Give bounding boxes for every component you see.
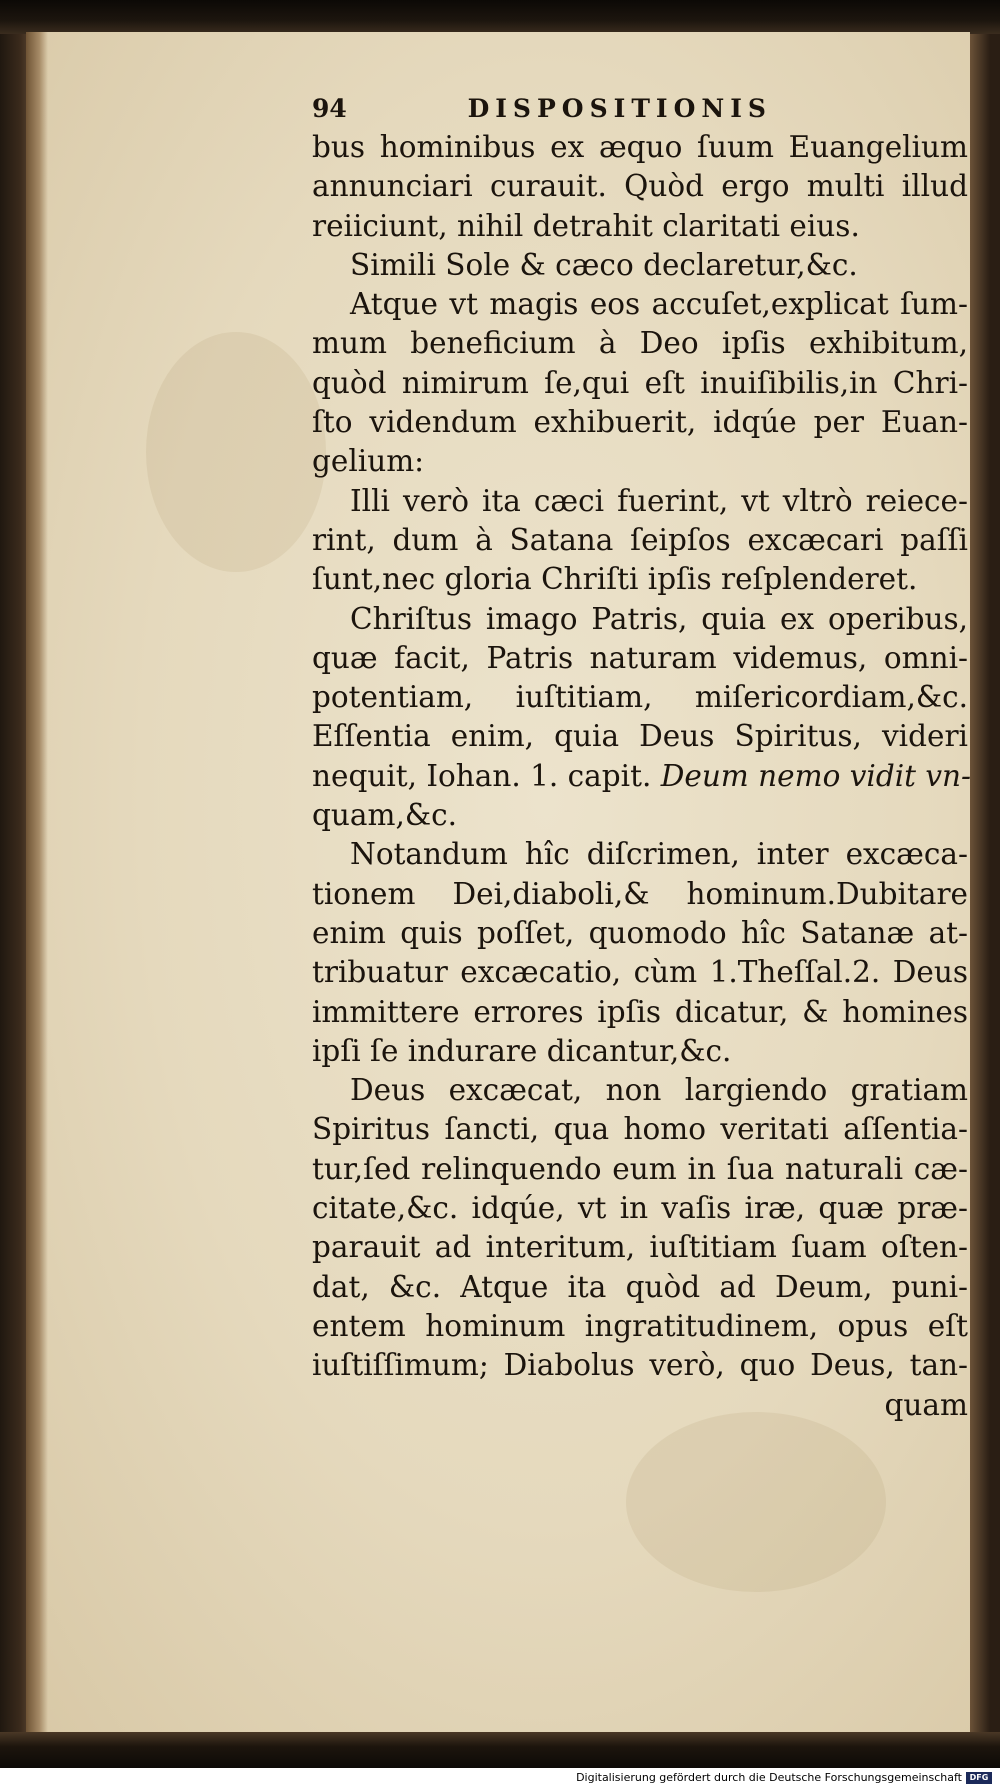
paper-stain	[146, 332, 326, 572]
paper-stain	[626, 1412, 886, 1592]
text-line: quæ facit, Patris naturam videmus, omni-	[312, 640, 968, 675]
digitization-footer	[0, 1768, 1000, 1788]
text-line: Eſſentia enim, quia Deus Spiritus, videri	[312, 719, 968, 754]
text-line: quòd nimirum ſe,qui eſt inuiſibilis,in Chri-	[312, 365, 968, 400]
text-line: reiiciunt, nihil detrahit claritati eius.	[312, 208, 860, 243]
text-line: citate,&c. idqúe, vt in vaſis iræ, quæ præ-	[312, 1191, 968, 1226]
running-title: DISPOSITIONIS	[467, 94, 772, 123]
page-number: 94	[312, 94, 347, 123]
book-bottom-edge	[0, 1732, 1000, 1768]
text-line: immittere errores ipſis dicatur, & homines	[312, 994, 968, 1029]
text-line: ſunt,nec gloria Chriſti ipſis reſplenderet.	[312, 562, 918, 597]
text-line: bus hominibus ex æquo ſuum Euangelium	[312, 130, 968, 164]
page-spine-shadow	[26, 32, 48, 1732]
text-line: dat, &c. Atque ita quòd ad Deum, puni-	[312, 1269, 968, 1304]
text-line: tribuatur excæcatio, cùm 1.Theſſal.2. Deus	[312, 955, 968, 990]
text-line: tur,ſed relinquendo eum in ſua naturali cæ-	[312, 1151, 968, 1186]
text-line: Simili Sole & cæco declaretur,&c.	[350, 247, 858, 282]
text-line: gelium:	[312, 444, 425, 479]
text-line: Atque vt magis eos accuſet,explicat ſum-	[350, 287, 968, 322]
text-line: mum beneficium à Deo ipſis exhibitum,	[312, 326, 968, 361]
text-line: annunciari curauit. Quòd ergo multi illud	[312, 169, 968, 204]
text-line: ſto videndum exhibuerit, idqúe per Euan-	[312, 405, 968, 440]
book-top-edge	[0, 0, 1000, 34]
running-head	[312, 90, 772, 128]
catchword: quam	[884, 1387, 968, 1422]
page-text	[312, 90, 972, 1425]
text-line: Illi verò ita cæci fuerint, vt vltrò reiece-	[350, 483, 968, 518]
text-line: iuſtiſſimum; Diabolus verò, quo Deus, tan-	[312, 1348, 968, 1383]
funding-credit: Digitalisierung gefördert durch die Deutsche Forschungsgemeinschaft	[576, 1771, 962, 1784]
text-line: Deus excæcat, non largiendo gratiam	[350, 1073, 968, 1108]
text-line: Spiritus ſancti, qua homo veritati aſſentia-	[312, 1112, 968, 1147]
text-line: tionem Dei,diaboli,& hominum.Dubitare	[312, 876, 968, 911]
text-line: quam,&c.	[312, 798, 457, 833]
italic-quote: Deum nemo vidit vn-	[660, 758, 972, 793]
text-line: Chriſtus imago Patris, quia ex operibus,	[350, 601, 968, 636]
text-line: entem hominum ingratitudinem, opus eſt	[312, 1308, 968, 1343]
text-line: rint, dum à Satana ſeipſos excæcari paſſi	[312, 522, 968, 557]
text-line-with-quote	[312, 757, 972, 796]
text-line: potentiam, iuſtitiam, miſericordiam,&c.	[312, 680, 968, 715]
text-line: Notandum hîc diſcrimen, inter excæca-	[350, 837, 968, 872]
text-line: parauit ad interitum, iuſtitiam ſuam oſten-	[312, 1230, 968, 1265]
dfg-logo: DFG	[966, 1772, 992, 1784]
text-line: ipſi ſe indurare dicantur,&c.	[312, 1033, 732, 1068]
text-line: enim quis poſſet, quomodo hîc Satanæ at-	[312, 915, 968, 950]
text-run: nequit, Iohan. 1. capit.	[312, 758, 661, 793]
